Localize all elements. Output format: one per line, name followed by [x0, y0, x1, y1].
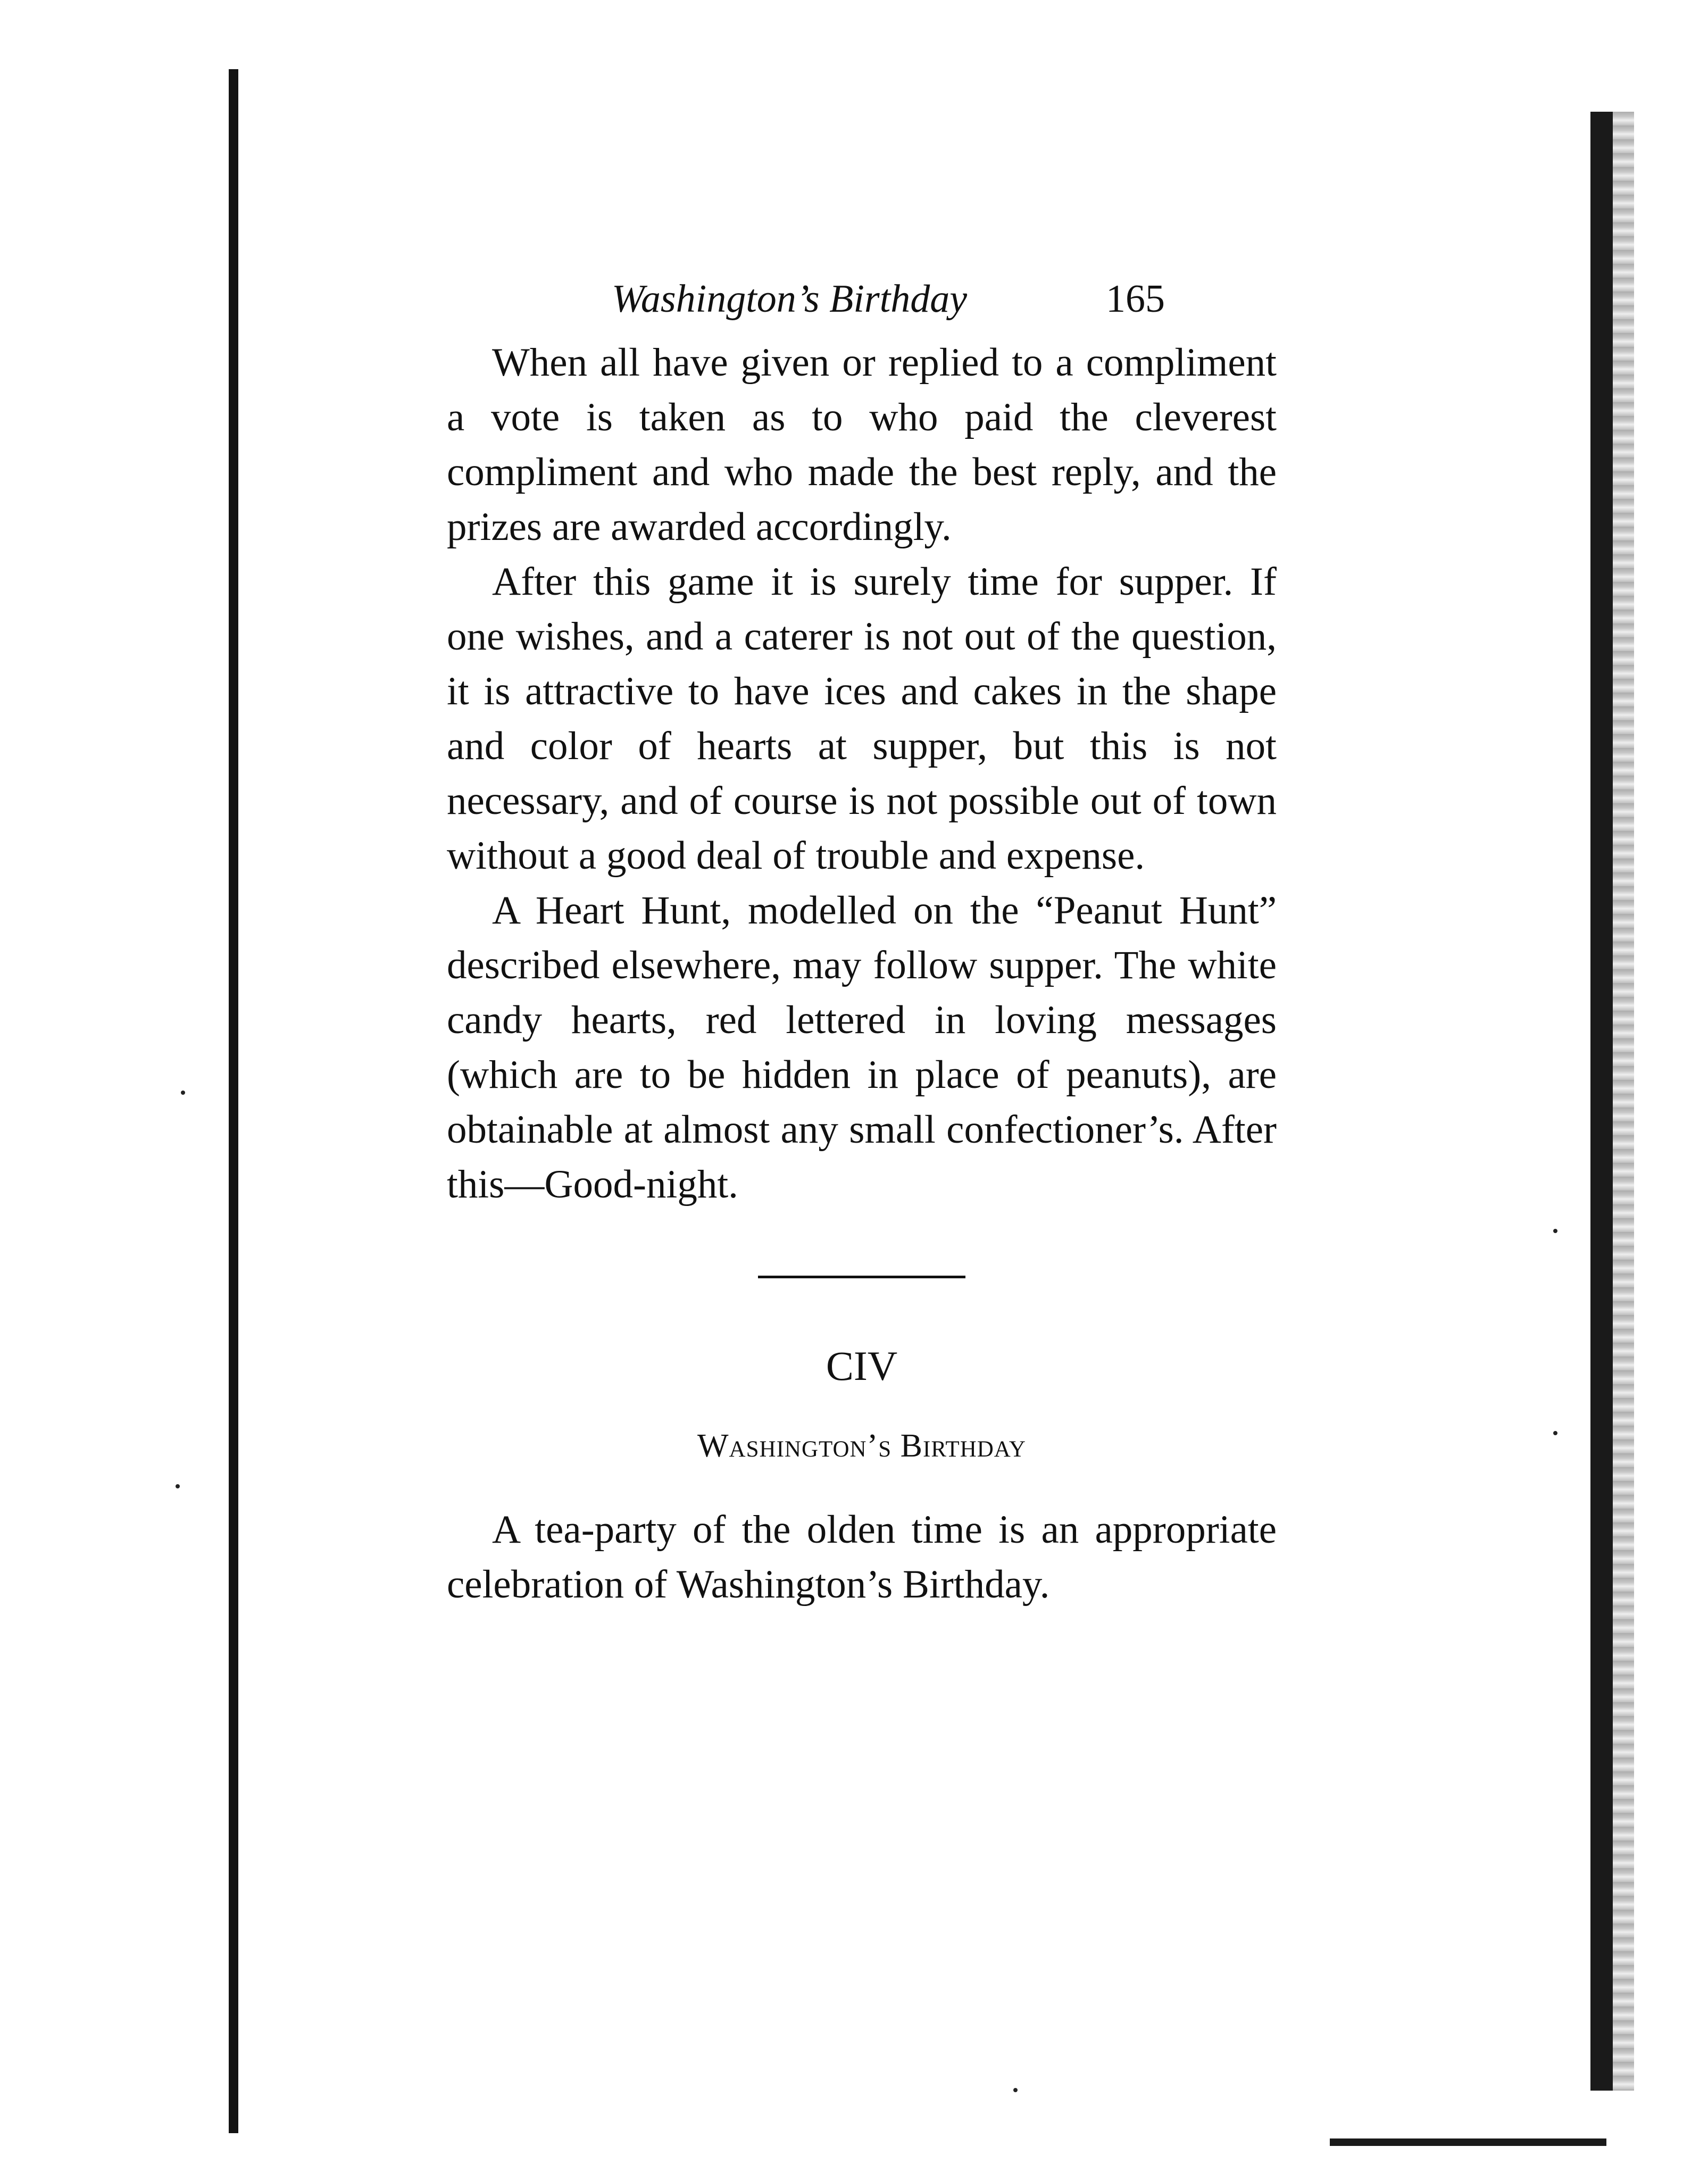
page-number: 165 — [1106, 277, 1165, 321]
scan-speck — [1553, 1229, 1557, 1233]
scan-edge-bottom — [1330, 2138, 1606, 2146]
scan-speck — [176, 1484, 180, 1488]
section-number: CIV — [826, 1343, 898, 1389]
running-head — [447, 277, 1277, 335]
book-page — [447, 277, 1277, 1612]
running-head-title: Washington’s Birthday — [612, 277, 968, 321]
scan-edge-left — [229, 69, 238, 2133]
section-paragraph-1: A tea-party of the olden time is an appropriate celebration of Washington’s Birthday. — [447, 1508, 1277, 1607]
section-divider — [758, 1276, 965, 1278]
section-title: Washington’s Birthday — [697, 1428, 1026, 1464]
scan-speck — [1013, 2088, 1018, 2092]
scan-speck — [1553, 1431, 1557, 1435]
body-paragraph-1: When all have given or replied to a compliment a vote is taken as to who paid the cleverest compliment and who made the best reply, and the prizes are awarded accordingly. — [447, 340, 1277, 549]
body-paragraph-3: A Heart Hunt, modelled on the “Peanut Hunt” described elsewhere, may follow supper. The white candy hearts, red lettered in loving messages (which are to be hidden in place of peanuts), are obtainable at almost any small confectioner’s. After this—Good-night. — [447, 888, 1277, 1206]
scan-edge-right — [1590, 112, 1613, 2091]
body-paragraph-2: After this game it is surely time for supper. If one wishes, and a caterer is not out of the question, it is attractive to have ices and cakes in the shape and color of hearts at supper, but this is not necessary, and of course is not possible out of town without a good deal of trouble and expense. — [447, 560, 1277, 878]
scan-edge-right-texture — [1613, 112, 1634, 2091]
scan-speck — [181, 1091, 185, 1095]
